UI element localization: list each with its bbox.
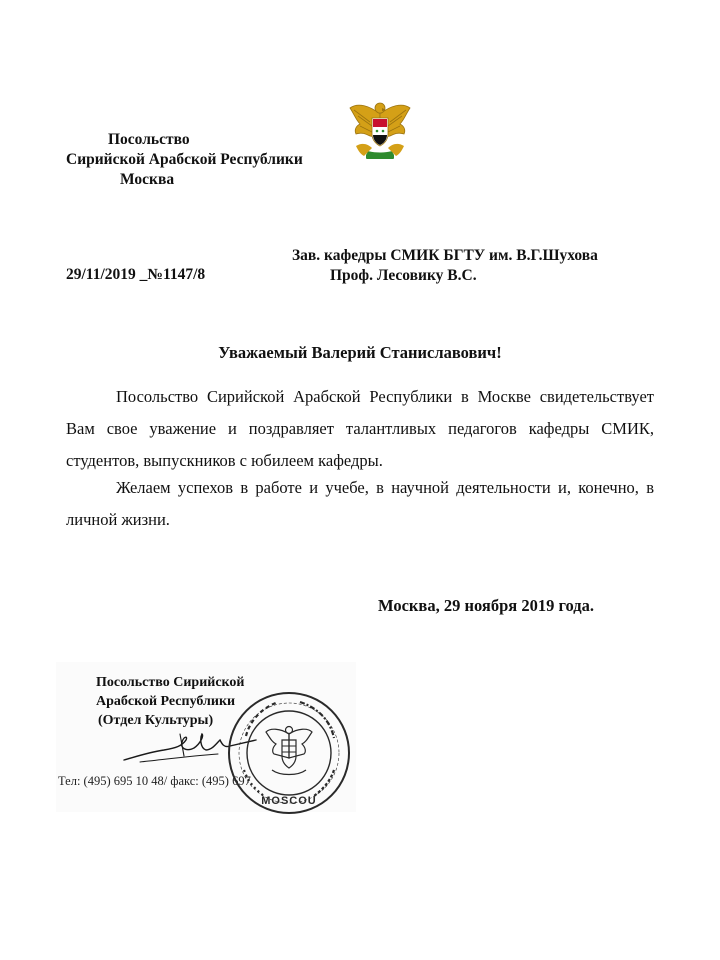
sender-line-1: Посольство xyxy=(108,131,190,148)
stamp-line-1: Посольство Сирийской xyxy=(96,675,245,690)
body-paragraph-1: Посольство Сирийской Арабской Республики в Москве свидетельствует Вам свое уважение и поздравляет талантливых педагогов кафедры СМИК, студентов, выпускников с юбилеем кафедры. xyxy=(66,387,654,470)
dateline: Москва, 29 ноября 2019 года. xyxy=(378,596,595,615)
sender-line-3: Москва xyxy=(120,171,175,188)
sender-line-2: Сирийской Арабской Республики xyxy=(66,151,303,168)
reference-number: 29/11/2019 _№1147/8 xyxy=(66,266,206,283)
embassy-seal-icon xyxy=(226,690,352,816)
contacts-line: Тел: (495) 695 10 48/ факс: (495) 697 xyxy=(58,774,251,788)
stamp-line-3: (Отдел Культуры) xyxy=(98,713,214,728)
stamp-text-block xyxy=(96,673,245,730)
syrian-eagle-emblem-icon xyxy=(348,96,412,166)
stamp-line-2: Арабской Республики xyxy=(96,694,236,709)
recipient-block xyxy=(292,246,598,286)
body-paragraph-2: Желаем успехов в работе и учебе, в научной деятельности и, конечно, в личной жизни. xyxy=(66,478,654,529)
greeting: Уважаемый Валерий Станиславович! xyxy=(218,343,502,362)
seal-caption: MOSCOU xyxy=(261,795,317,807)
sender-block xyxy=(66,130,303,190)
recipient-line-2: Проф. Лесовику В.С. xyxy=(330,267,477,284)
recipient-line-1: Зав. кафедры СМИК БГТУ им. В.Г.Шухова xyxy=(292,247,598,264)
